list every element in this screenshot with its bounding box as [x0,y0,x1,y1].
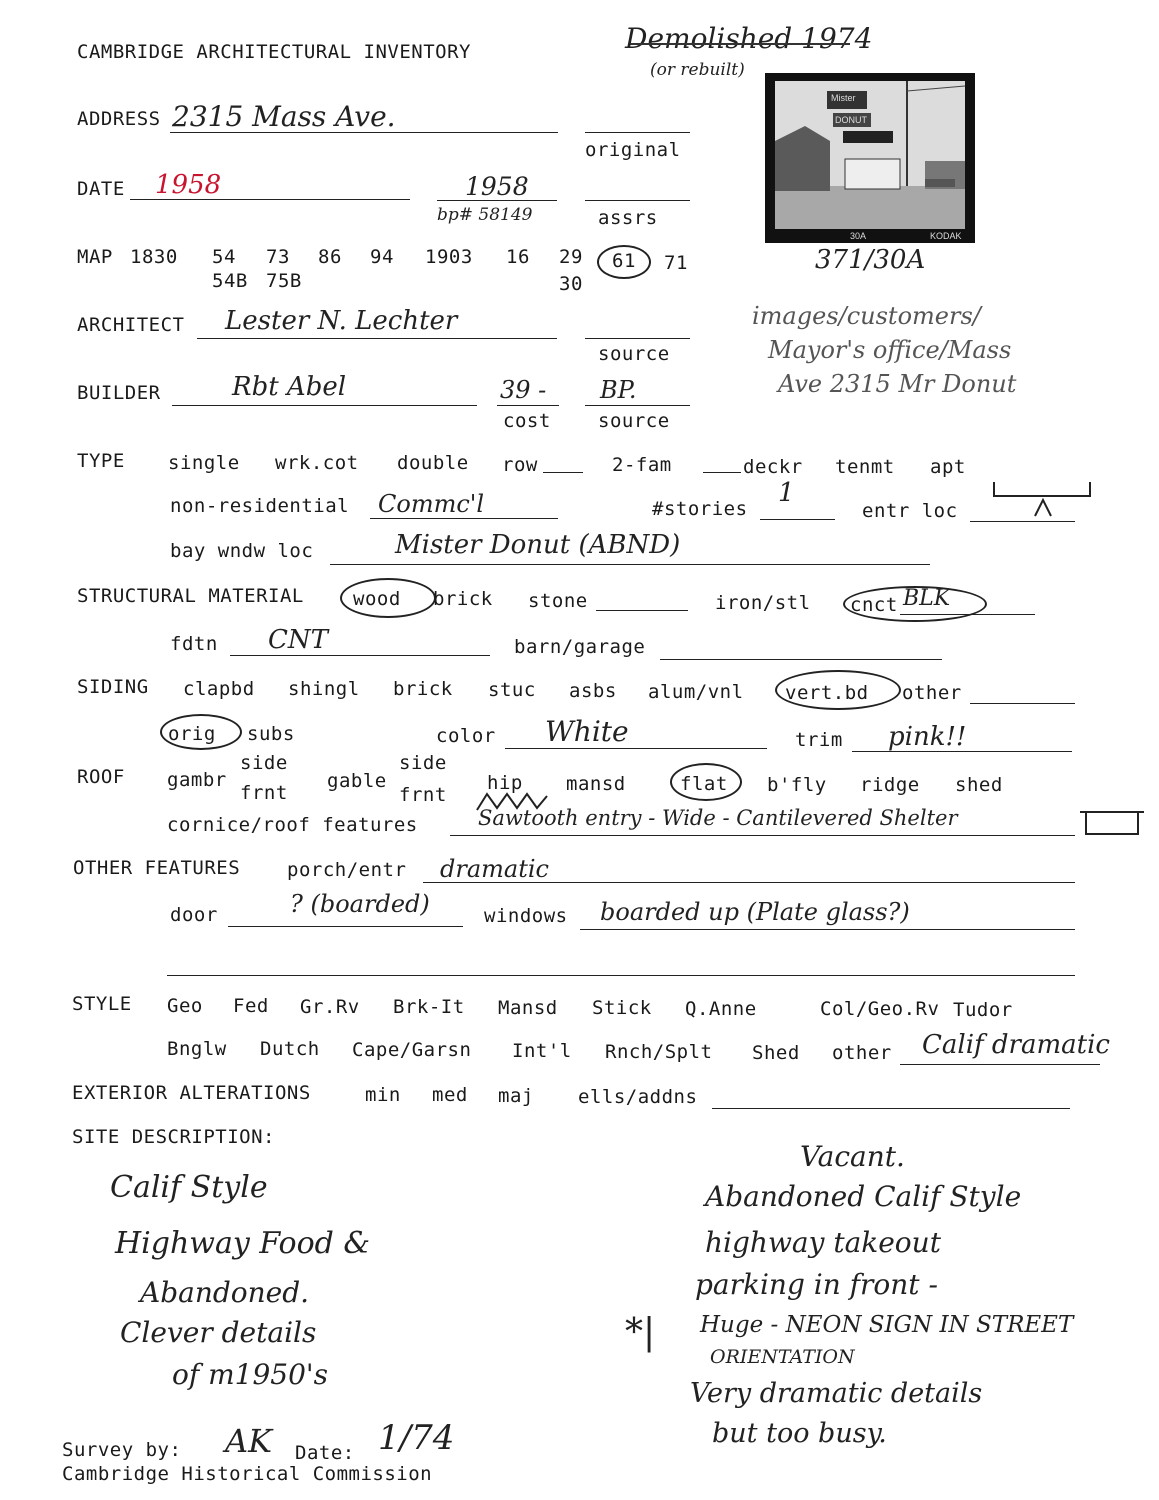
map-label: MAP [77,246,113,268]
trim-label: trim [795,729,843,751]
site-left-line-4: Clever details [120,1316,317,1349]
style-label: STYLE [72,993,132,1015]
windows-line [580,929,1075,930]
site-right-line-8: but too busy. [712,1418,887,1449]
date-original-line [437,200,557,201]
cornice-value: Sawtooth entry - Wide - Cantilevered Shelter [478,806,958,830]
cost-label: cost [503,410,551,432]
type-deckr: deckr [743,456,803,478]
bay-label: bay wndw loc [170,540,314,562]
roof-frnt-2: frnt [399,784,447,806]
site-asterisk: *| [625,1312,656,1353]
style-cape: Cape/Garsn [352,1039,472,1061]
architect-source-line [585,338,690,339]
roof-gable: gable [327,770,387,792]
porch-line [423,882,1075,883]
alterations-ells: ells/addns [578,1086,698,1108]
architect-value: Lester N. Lechter [225,306,458,336]
color-label: color [436,725,496,747]
commission-label: Cambridge Historical Commission [62,1463,433,1485]
side-note-1: images/customers/ [752,302,981,330]
cornice-label: cornice/roof features [167,814,418,836]
architect-label: ARCHITECT [77,314,185,336]
nonres-value: Commc'l [378,490,485,518]
map-year-54b: 54B [212,270,248,292]
style-qanne: Q.Anne [685,998,757,1020]
cost-line [497,405,559,406]
type-double: double [397,452,469,474]
porch-value: dramatic [440,855,549,883]
site-left-line-1: Calif Style [110,1170,268,1205]
siding-clapbd: clapbd [183,678,255,700]
type-label: TYPE [77,450,125,472]
cnct-line [900,614,1035,615]
builder-source-line [585,405,690,406]
alterations-label: EXTERIOR ALTERATIONS [72,1082,311,1104]
site-left-line-3: Abandoned. [140,1276,310,1309]
door-value: ? (boarded) [290,890,430,918]
alterations-med: med [432,1084,468,1106]
style-bnglw: Bnglw [167,1038,227,1060]
stories-label: #stories [652,498,748,520]
siding-shingl: shingl [288,678,360,700]
style-intl: Int'l [512,1040,572,1062]
site-right-line-4: parking in front - [695,1268,938,1301]
original-label: original [585,139,681,161]
date-line [130,199,410,200]
barn-label: barn/garage [514,636,646,658]
site-right-line-6: ORIENTATION [710,1346,855,1368]
assrs-label: assrs [598,207,658,229]
style-other: other [832,1042,892,1064]
photo-caption: 371/30A [815,245,926,275]
address-value: 2315 Mass Ave. [172,100,396,133]
fdtn-line [230,655,490,656]
sign-text-2: DONUT [835,115,867,125]
survey-date-label: Date: [295,1442,355,1464]
type-single: single [168,452,240,474]
stories-value: 1 [778,478,795,508]
site-right-line-5: Huge - NEON SIGN IN STREET [700,1312,1074,1338]
sign-text-1: Mister [831,93,856,103]
style-other-line [900,1064,1100,1065]
structural-wood: wood [353,588,401,610]
demolished-note: Demolished 1974 [625,22,873,55]
style-mansd: Mansd [498,997,558,1019]
map-year-61: 61 [612,250,636,272]
type-row: row [502,454,538,476]
porch-label: porch/entr [287,859,407,881]
film-brand: KODAK [930,231,962,241]
address-line [170,132,558,133]
windows-value: boarded up (Plate glass?) [600,898,910,926]
cost-value: 39 - [500,376,547,404]
nonres-label: non-residential [170,495,350,517]
ells-line [712,1108,1070,1109]
photo-scene [775,81,965,229]
roof-gambr: gambr [167,769,227,791]
flat-circle [670,763,742,801]
site-left-line-5: of m1950's [172,1358,328,1391]
siding-brick: brick [393,678,453,700]
roof-shed: shed [955,774,1003,796]
style-colgeorv: Col/Geo.Rv [820,998,940,1020]
type-wrkcot: wrk.cot [275,452,359,474]
demolished-strikethrough [630,43,850,45]
map-year-1903: 1903 [425,246,473,268]
style-stick: Stick [592,997,652,1019]
type-2fam: 2-fam [612,454,672,476]
siding-subs: subs [247,723,295,745]
surveyor-value: AK [225,1422,273,1460]
style-other-value: Calif dramatic [922,1030,1110,1060]
style-dutch: Dutch [260,1038,320,1060]
orig-circle [160,714,242,750]
type-tenmt: tenmt [835,456,895,478]
building-permit: bp# 58149 [437,205,533,225]
style-shed: Shed [752,1042,800,1064]
map-year-86: 86 [318,246,342,268]
siding-other: other [902,682,962,704]
roof-label: ROOF [77,766,125,788]
architect-line [197,338,557,339]
structural-stone: stone [528,590,588,612]
rebuilt-note: (or rebuilt) [650,60,745,80]
bay-line [330,564,930,565]
fdtn-value: CNT [268,625,328,655]
style-tudor: Tudor [953,999,1013,1021]
siding-other-line [970,703,1075,704]
siding-label: SIDING [77,676,149,698]
address-label: ADDRESS [77,108,161,130]
structural-cnct: cnct [850,594,898,616]
siding-alum: alum/vnl [648,681,744,703]
map-year-94: 94 [370,246,394,268]
sawtooth-sketch [475,790,555,812]
cnct-circle [843,586,987,622]
style-fed: Fed [233,995,269,1017]
cnct-value: BLK [903,586,951,611]
map-year-71: 71 [664,252,688,274]
structural-label: STRUCTURAL MATERIAL [77,585,304,607]
survey-date-value: 1/74 [378,1418,455,1458]
row-line [543,472,583,473]
map-year-30: 30 [559,273,583,295]
stories-line [760,519,835,520]
deckr-line [703,472,741,473]
type-apt: apt [930,456,966,478]
entr-loc-label: entr loc [862,500,958,522]
original-line [585,132,690,133]
style-grrv: Gr.Rv [300,996,360,1018]
survey-by-label: Survey by: [62,1439,182,1461]
roof-hip: hip [487,772,523,794]
date-value: 1958 [155,170,222,200]
trim-line [852,751,1072,752]
date-label: DATE [77,178,125,200]
alterations-maj: maj [498,1085,534,1107]
trim-value: pink!! [888,722,967,752]
frame-label: 30A [850,231,867,241]
fdtn-label: fdtn [170,633,218,655]
site-right-line-2: Abandoned Calif Style [705,1180,1022,1213]
map-year-54: 54 [212,246,236,268]
site-left-line-2: Highway Food & [115,1226,371,1261]
builder-label: BUILDER [77,382,161,404]
siding-stuc: stuc [488,679,536,701]
form-title: CAMBRIDGE ARCHITECTURAL INVENTORY [77,41,471,63]
map-year-29: 29 [559,246,583,268]
site-right-line-1: Vacant. [800,1140,905,1173]
date-original: 1958 [465,172,529,201]
roof-frnt-1: frnt [240,782,288,804]
windows-label: windows [484,905,568,927]
style-geo: Geo [167,995,203,1017]
side-note-2: Mayor's office/Mass [768,336,1012,364]
structural-iron: iron/stl [715,592,811,614]
map-year-73: 73 [266,246,290,268]
alterations-min: min [365,1084,401,1106]
map-year-16: 16 [506,246,530,268]
siding-vertbd: vert.bd [785,682,869,704]
color-value: White [545,715,629,748]
style-rnch: Rnch/Splt [605,1041,713,1063]
vertbd-circle [775,670,901,710]
roof-mansd: mansd [566,773,626,795]
builder-source-label: source [598,410,670,432]
roof-ridge: ridge [860,774,920,796]
roof-flat: flat [680,773,728,795]
extra-line [167,975,1075,976]
photo-image [775,81,965,229]
bay-value: Mister Donut (ABND) [395,530,681,560]
building-photo [765,73,975,243]
site-right-line-3: highway takeout [705,1226,941,1259]
structural-brick: brick [433,588,493,610]
color-line [505,748,767,749]
map-year-75b: 75B [266,270,302,292]
stone-line [596,610,688,611]
shelter-sketch [1078,808,1146,838]
door-line [228,926,463,927]
side-note-3: Ave 2315 Mr Donut [778,370,1017,398]
architect-source-label: source [598,343,670,365]
roof-side-1: side [240,752,288,774]
site-right-line-7: Very dramatic details [690,1378,983,1409]
map-year-1830: 1830 [130,246,178,268]
siding-asbs: asbs [569,680,617,702]
cornice-line [450,835,1075,836]
barn-line [660,659,942,660]
entr-loc-sketch [990,478,1095,523]
builder-line [172,405,477,406]
door-label: door [170,904,218,926]
roof-side-2: side [399,752,447,774]
map-61-circle [597,245,651,279]
wood-circle [340,578,436,618]
siding-orig: orig [168,723,216,745]
roof-bfly: b'fly [767,774,827,796]
builder-source-value: BP. [600,376,637,404]
nonres-line [370,518,558,519]
builder-value: Rbt Abel [232,372,347,402]
other-features-label: OTHER FEATURES [73,857,241,879]
style-brkit: Brk-It [393,996,465,1018]
site-label: SITE DESCRIPTION: [72,1126,275,1148]
assrs-line [585,200,690,201]
